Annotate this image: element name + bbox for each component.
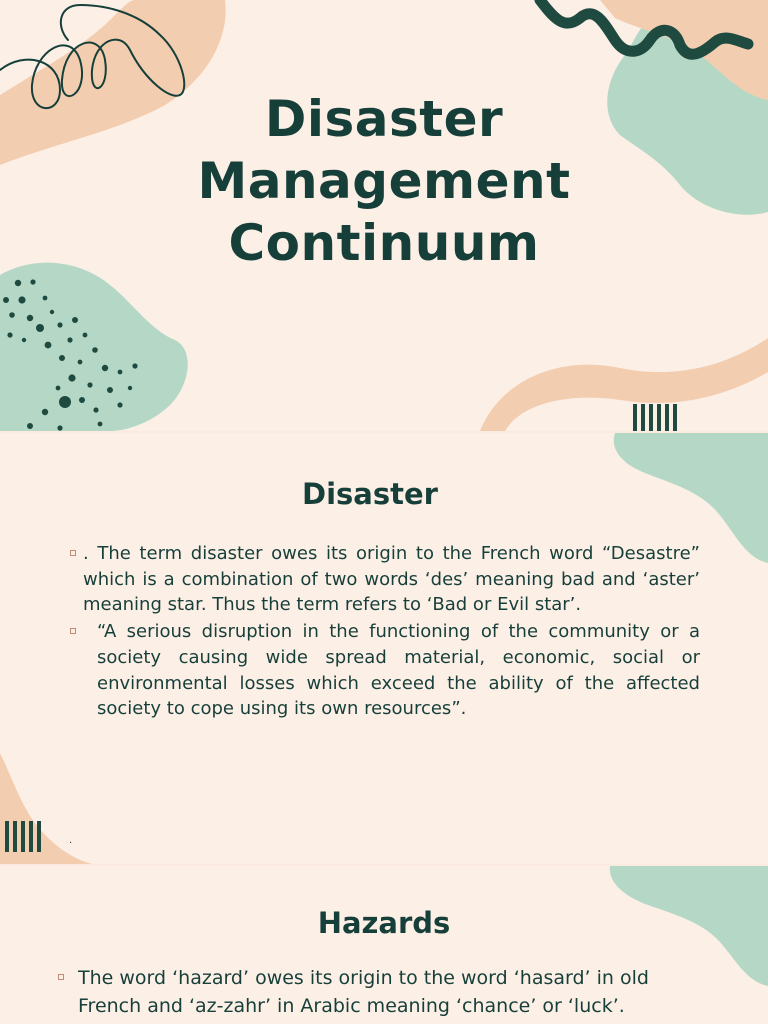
list-item bbox=[78, 964, 718, 1020]
peach-arc-bottom-right bbox=[480, 338, 768, 431]
bullet-list bbox=[83, 541, 700, 722]
list-item bbox=[83, 541, 700, 618]
section-heading: Disaster bbox=[302, 477, 438, 511]
disaster-slide bbox=[0, 433, 768, 864]
bullet-list bbox=[78, 964, 718, 1020]
bullet-text: The word ‘hazard’ owes its origin to the word ‘hasard’ in old French and ‘az-zahr’ in Arabic meaning ‘chance’ or ‘luck’. bbox=[78, 967, 649, 1017]
title-line-3: Continuum bbox=[228, 214, 540, 272]
bullet-text: “A serious disruption in the functioning of the community or a society causing wide spread material, economic, social or environmental losses which exceed the ability of the affected society to cope using its own resources”. bbox=[97, 621, 700, 720]
slide-title bbox=[0, 88, 768, 274]
section-heading: Hazards bbox=[317, 906, 451, 940]
sage-blob-bottom-left bbox=[0, 263, 188, 431]
hazards-slide bbox=[0, 866, 768, 1024]
square-bullet-icon bbox=[70, 628, 76, 634]
stripe-marks bbox=[633, 404, 677, 431]
title-slide bbox=[0, 0, 768, 431]
bullet-text: . The term disaster owes its origin to the French word “Desastre” which is a combination of two words ‘des’ meaning bad and ‘aster’ meaning star. Thus the term refers to ‘Bad or Evil star’. bbox=[83, 543, 700, 616]
trailing-mark: . bbox=[69, 835, 73, 846]
square-bullet-icon bbox=[58, 974, 64, 980]
list-item bbox=[83, 619, 700, 722]
title-line-2: Management bbox=[197, 152, 571, 210]
title-line-1: Disaster bbox=[264, 90, 504, 148]
square-bullet-icon bbox=[70, 550, 76, 556]
